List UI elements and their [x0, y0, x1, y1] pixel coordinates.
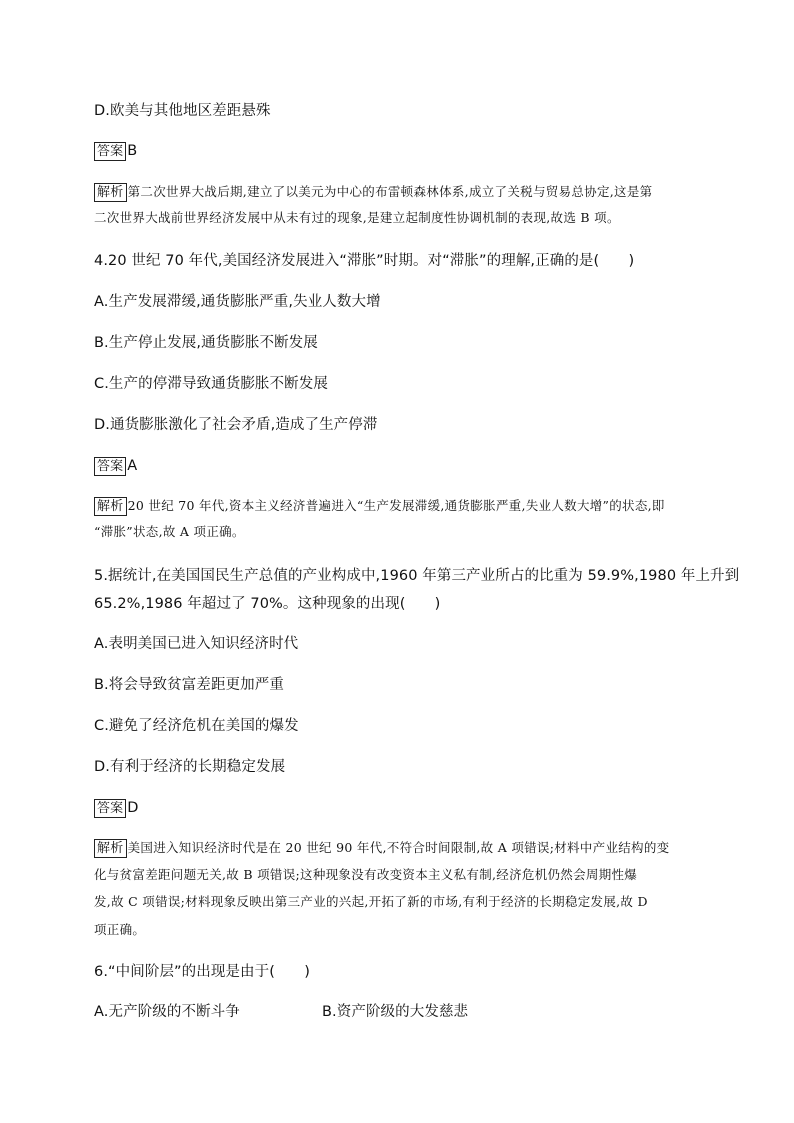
answer-4 [94, 456, 137, 476]
answer-5 [94, 798, 138, 818]
q5-option-c: C.避免了经济危机在美国的爆发 [94, 718, 299, 734]
answer-value: B [127, 143, 138, 159]
explanation-text: 第二次世界大战后期,建立了以美元为中心的布雷顿森林体系,成立了关税与贸易总协定,这是第 [127, 184, 653, 199]
explanation-text: 美国进入知识经济时代是在 20 世纪 90 年代,不符合时间限制,故 A 项错误;材料中产业结构的变 [127, 840, 670, 855]
explanation-tag: 解析 [94, 839, 127, 858]
answer-value: D [127, 800, 139, 816]
q5-option-d: D.有利于经济的长期稳定发展 [94, 759, 286, 775]
explanation-text: 20 世纪 70 年代,资本主义经济普遍进入“生产发展滞缓,通货膨胀严重,失业人数大增”的状态,即 [127, 498, 665, 513]
q5-stem-line1: 5.据统计,在美国国民生产总值的产业构成中,1960 年第三产业所占的比重为 59.9%,1980 年上升到 [94, 568, 740, 584]
q4-option-c: C.生产的停滞导致通货膨胀不断发展 [94, 376, 328, 392]
q6-option-a: A.无产阶级的不断斗争 [94, 1004, 240, 1020]
answer-tag: 答案 [94, 457, 126, 476]
explanation-4 [94, 496, 665, 516]
explanation-tag: 解析 [94, 497, 127, 516]
explanation-3-line2: 二次世界大战前世界经济发展中从未有过的现象,是建立起制度性协调机制的表现,故选 B 项。 [94, 210, 620, 225]
explanation-5-line4: 项正确。 [94, 922, 146, 937]
explanation-5 [94, 838, 669, 858]
q4-stem: 4.20 世纪 70 年代,美国经济发展进入“滞胀”时期。对“滞胀”的理解,正确的是( ) [94, 253, 635, 269]
explanation-3 [94, 182, 652, 202]
explanation-4-line2: “滞胀”状态,故 A 项正确。 [94, 524, 245, 539]
q4-option-b: B.生产停止发展,通货膨胀不断发展 [94, 335, 318, 351]
answer-tag: 答案 [94, 142, 126, 161]
q5-option-b: B.将会导致贫富差距更加严重 [94, 677, 284, 693]
q5-stem-line2: 65.2%,1986 年超过了 70%。这种现象的出现( ) [94, 596, 441, 612]
answer-value: A [127, 458, 138, 474]
q6-stem: 6.“中间阶层”的出现是由于( ) [94, 964, 310, 980]
q6-option-b: B.资产阶级的大发慈悲 [322, 1004, 469, 1020]
answer-3 [94, 141, 137, 161]
answer-tag: 答案 [94, 799, 126, 818]
explanation-5-line3: 发,故 C 项错误;材料现象反映出第三产业的兴起,开拓了新的市场,有利于经济的长期稳定发展,故 D [94, 894, 648, 909]
q4-option-d: D.通货膨胀激化了社会矛盾,造成了生产停滞 [94, 417, 378, 433]
q5-option-a: A.表明美国已进入知识经济时代 [94, 636, 299, 652]
q3-option-d: D.欧美与其他地区差距悬殊 [94, 103, 271, 119]
explanation-tag: 解析 [94, 183, 127, 202]
q4-option-a: A.生产发展滞缓,通货膨胀严重,失业人数大增 [94, 294, 381, 310]
explanation-5-line2: 化与贫富差距问题无关,故 B 项错误;这种现象没有改变资本主义私有制,经济危机仍然会周期性爆 [94, 867, 638, 882]
